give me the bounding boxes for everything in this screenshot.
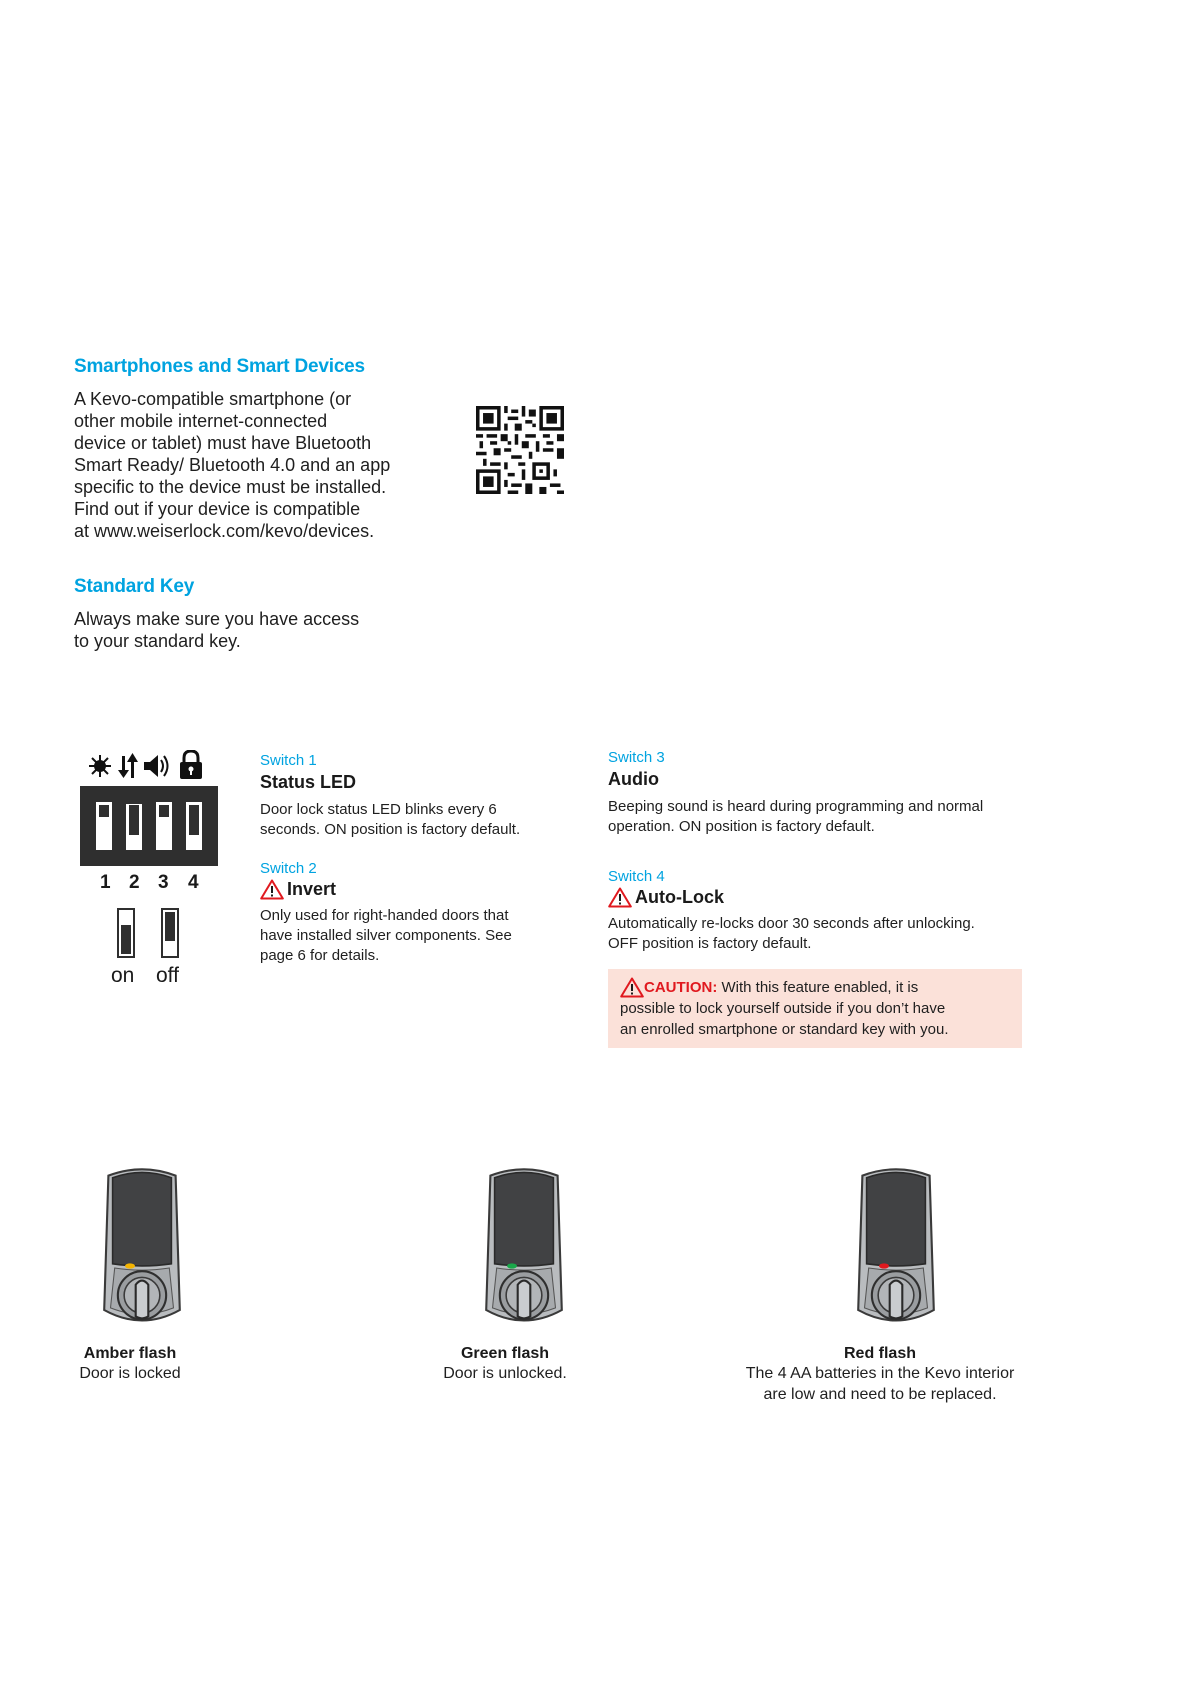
switch-1-title: [260, 772, 560, 793]
switch-2-label: Switch 2: [260, 860, 317, 877]
switch-1-title-text: Status LED: [260, 772, 357, 792]
caption-text: are low and need to be replaced.: [763, 1386, 997, 1403]
switch-4-label: Switch 4: [608, 868, 665, 885]
switch-3-title-text: Audio: [608, 769, 659, 789]
dip-switch-3: [156, 802, 172, 850]
dip-switch-block: [80, 786, 218, 866]
on-switch-icon: [117, 908, 135, 958]
caution-word: CAUTION:: [644, 979, 718, 996]
lock-amber: [78, 1163, 182, 1336]
green-caption: [405, 1345, 605, 1384]
dip-number-3: 3: [158, 872, 169, 893]
switch-3-label: Switch 3: [608, 749, 665, 766]
lock-green: [460, 1163, 564, 1336]
text-line: specific to the device must be installed.: [74, 477, 387, 497]
kevo-lock-image: [460, 1163, 564, 1331]
off-label: off: [156, 964, 179, 987]
dip-switch-2: [126, 802, 142, 850]
switch-4-title: [608, 887, 1048, 908]
switch-4-title-text: Auto-Lock: [635, 887, 724, 907]
switch-1-section: [260, 752, 560, 840]
text-line: Always make sure you have access: [74, 609, 360, 629]
standard-key-heading: Standard Key: [74, 576, 195, 597]
caution-text: With this feature enabled, it is: [717, 979, 919, 996]
kevo-lock-image: [832, 1163, 936, 1331]
switch-3-section: [608, 749, 1048, 837]
text-line: have installed silver components. See: [260, 927, 512, 944]
switch-3-title: [608, 769, 1048, 790]
warning-icon: [260, 879, 284, 900]
text-line: OFF position is factory default.: [608, 935, 812, 952]
lock-red: [832, 1163, 936, 1336]
caption-title: Red flash: [843, 1345, 916, 1362]
caption-text: Door is locked: [79, 1365, 181, 1382]
standard-key-text: [74, 608, 359, 652]
warning-icon: [620, 977, 644, 998]
status-led: [507, 1263, 517, 1268]
text-line: seconds. ON position is factory default.: [260, 821, 521, 838]
text-line: at www.weiserlock.com/kevo/devices.: [74, 521, 375, 541]
status-led-icon: [89, 755, 111, 777]
dip-switch-1: [96, 802, 112, 850]
caution-line-2: possible to lock yourself outside if you don’t have: [620, 1000, 946, 1017]
caution-line-1: [620, 977, 1010, 998]
text-line: device or tablet) must have Bluetooth: [74, 433, 372, 453]
switch-4-description: [608, 914, 1048, 954]
red-caption: [720, 1345, 1040, 1405]
smartphones-text: [74, 388, 434, 542]
caution-line-3: an enrolled smartphone or standard key with you.: [620, 1021, 949, 1038]
padlock-icon: [180, 751, 202, 779]
off-switch-icon: [161, 908, 179, 958]
caption-title: Amber flash: [83, 1345, 177, 1362]
switch-2-title: [260, 879, 560, 900]
switch-1-description: [260, 800, 560, 840]
switch-1-label: Switch 1: [260, 752, 317, 769]
text-line: page 6 for details.: [260, 947, 380, 964]
amber-caption: [30, 1345, 230, 1384]
dip-switch-4: [186, 802, 202, 850]
switch-4-section: [608, 868, 1048, 954]
caption-text: The 4 AA batteries in the Kevo interior: [745, 1365, 1015, 1382]
switch-2-title-text: Invert: [287, 879, 337, 899]
speaker-icon: [144, 755, 168, 777]
status-led: [125, 1263, 135, 1268]
caption-title: Green flash: [460, 1345, 550, 1362]
on-label: on: [111, 964, 135, 987]
text-line: Find out if your device is compatible: [74, 499, 361, 519]
caution-box: [608, 969, 1022, 1048]
dip-number-1: 1: [100, 872, 111, 893]
dip-function-icons: [86, 750, 210, 780]
text-line: Door lock status LED blinks every 6: [260, 801, 497, 818]
switch-2-description: [260, 906, 560, 966]
text-line: Only used for right-handed doors that: [260, 907, 509, 924]
dip-number-4: 4: [188, 872, 199, 893]
switch-2-section: [260, 860, 560, 966]
text-line: to your standard key.: [74, 631, 241, 651]
text-line: other mobile internet-connected: [74, 411, 328, 431]
text-line: operation. ON position is factory default.: [608, 818, 875, 835]
text-line: Automatically re-locks door 30 seconds after unlocking.: [608, 915, 975, 932]
switch-3-description: [608, 797, 1048, 837]
text-line: A Kevo-compatible smartphone (or: [74, 389, 352, 409]
qr-code[interactable]: [476, 406, 564, 494]
dip-number-2: 2: [129, 872, 140, 893]
kevo-lock-image: [78, 1163, 182, 1331]
text-line: Beeping sound is heard during programming and normal: [608, 798, 984, 815]
text-line: Smart Ready/ Bluetooth 4.0 and an app: [74, 455, 391, 475]
status-led: [879, 1263, 889, 1268]
invert-arrows-icon: [118, 753, 138, 778]
caption-text: Door is unlocked.: [443, 1365, 567, 1382]
warning-icon: [608, 887, 632, 908]
smartphones-heading: Smartphones and Smart Devices: [74, 356, 365, 377]
